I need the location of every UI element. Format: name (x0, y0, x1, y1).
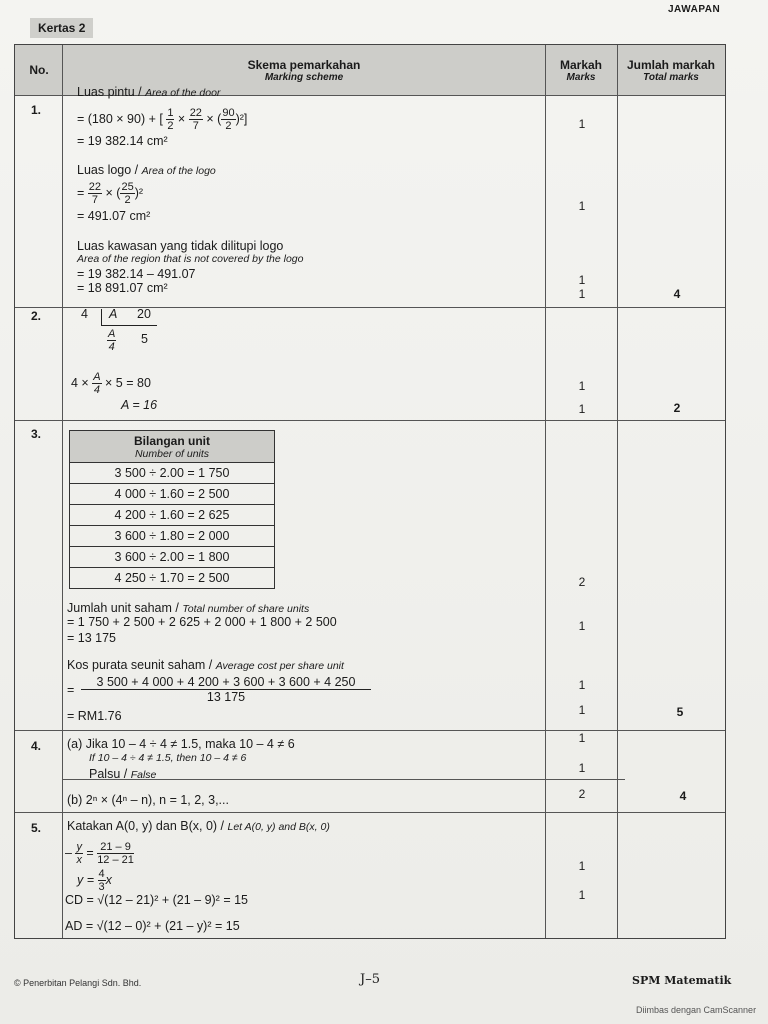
q4-total: 4 (679, 789, 687, 803)
scanner-watermark: Diimbas dengan CamScanner (636, 1005, 757, 1015)
q5-mark: 1 (578, 859, 586, 873)
q1-region-label: Luas kawasan yang tidak dilitupi logo (77, 239, 284, 253)
units-table (69, 430, 275, 589)
header-scheme: Skema pemarkahan Marking scheme (63, 45, 545, 95)
answers-heading: JAWAPAN (668, 4, 721, 15)
q5-cd-equation: CD = √(12 – 21)² + (21 – 9)² = 15 (65, 893, 248, 907)
q1-logo-result: = 491.07 cm² (77, 209, 151, 223)
q4-part-a: (a) Jika 10 – 4 ÷ 4 ≠ 1.5, maka 10 – 4 ≠ 6 (67, 737, 295, 751)
units-table-header: Bilangan unit Number of units (70, 431, 275, 463)
book-title: SPM Matematik (632, 974, 732, 987)
q2-mark: 1 (578, 379, 586, 393)
header-marks: Markah Marks (545, 45, 617, 95)
q3-average-numerator: 3 500 + 4 000 + 4 200 + 3 600 + 3 600 + 4 250 (81, 675, 371, 690)
question-number: 4. (31, 739, 42, 753)
q1-door-expression: = (180 × 90) + [ $\frac{1}{2}$ × $\frac{22}{7}$ × ( $\frac{90}{2}$ )²] (77, 107, 248, 132)
q4-mark: 2 (578, 787, 586, 801)
question-number: 2. (31, 309, 42, 323)
q3-average-label: Kos purata seunit saham / Average cost per share unit (67, 658, 344, 672)
q4-part-b: (b) 2ⁿ × (4ⁿ – n), n = 1, 2, 3,... (67, 793, 229, 807)
q3-mark: 1 (578, 678, 586, 692)
q2-quotient-5: 5 (141, 332, 148, 346)
q3-average-result: = RM1.76 (67, 709, 122, 723)
q4-part-a-en: If 10 – 4 ÷ 4 ≠ 1.5, then 10 – 4 ≠ 6 (89, 752, 247, 764)
units-table-row: 4 200 ÷ 1.60 = 2 625 (70, 505, 275, 526)
q1-door-label: Luas pintu / Area of the door (77, 85, 221, 99)
q3-total: 5 (676, 705, 684, 719)
q4-false-answer: Palsu / False (89, 767, 157, 781)
q2-equation-2: A = 16 (121, 398, 158, 412)
q1-door-result: = 19 382.14 cm² (77, 134, 168, 148)
q2-value-a: A (109, 307, 118, 321)
q4-mark: 1 (578, 761, 586, 775)
question-number: 5. (31, 821, 42, 835)
q1-region-label-en: Area of the region that is not covered by the logo (77, 253, 304, 265)
units-table-row: 3 600 ÷ 2.00 = 1 800 (70, 547, 275, 568)
q1-region-result: = 18 891.07 cm² (77, 281, 168, 295)
column-divider (62, 45, 63, 938)
q3-mark: 1 (578, 703, 586, 717)
q2-quotient-fraction: $\frac{A}{4}$ (108, 328, 116, 353)
q2-divisor: 4 (81, 307, 88, 321)
q1-mark: 1 (578, 117, 586, 131)
header-no: No. (15, 45, 63, 95)
q1-logo-label: Luas logo / Area of the logo (77, 163, 216, 177)
row-divider (15, 307, 725, 308)
q2-total: 2 (673, 401, 681, 415)
marking-scheme-table (14, 44, 726, 939)
q3-sum-result: = 13 175 (67, 631, 117, 645)
q5-gradient-equation: – $\frac{y}{x}$ = $\frac{21 - 9}{12 - 21}$ (65, 841, 134, 866)
question-number: 1. (31, 103, 42, 117)
q2-division-line (101, 325, 157, 326)
q1-total: 4 (673, 287, 681, 301)
q3-average-equals: = (67, 683, 75, 697)
q2-value-20: 20 (137, 307, 151, 321)
q5-mark: 1 (578, 888, 586, 902)
units-table-row: 4 250 ÷ 1.70 = 2 500 (70, 568, 275, 589)
q2-equation-1: 4 × $\frac{A}{4}$ × 5 = 80 (71, 371, 151, 396)
q1-mark: 1 (578, 199, 586, 213)
q1-mark: 1 (578, 287, 586, 301)
column-divider (545, 45, 546, 938)
row-divider (15, 730, 725, 731)
question-number: 3. (31, 427, 42, 441)
q3-sum-label: Jumlah unit saham / Total number of share units (67, 601, 310, 615)
q1-mark: 1 (578, 273, 586, 287)
row-divider (15, 420, 725, 421)
row-divider (15, 812, 725, 813)
q5-let-statement: Katakan A(0, y) dan B(x, 0) / Let A(0, y) and B(x, 0) (67, 819, 330, 833)
q5-ad-equation: AD = √(12 – 0)² + (21 – y)² = 15 (65, 919, 240, 933)
units-table-row: 3 600 ÷ 1.80 = 2 000 (70, 526, 275, 547)
q2-division-bar (101, 309, 102, 325)
page-number: J–5 (360, 972, 380, 987)
units-table-row: 4 000 ÷ 1.60 = 2 500 (70, 484, 275, 505)
q1-region-step: = 19 382.14 – 491.07 (77, 267, 196, 281)
q3-mark: 2 (578, 575, 586, 589)
q3-mark: 1 (578, 619, 586, 633)
publisher-copyright: © Penerbitan Pelangi Sdn. Bhd. (14, 978, 142, 988)
paper-tag: Kertas 2 (30, 18, 93, 38)
header-total: Jumlah markah Total marks (617, 45, 725, 95)
column-divider (617, 45, 618, 938)
q5-y-equation: y = $\frac{4}{3}$ x (77, 868, 112, 893)
q2-mark: 1 (578, 402, 586, 416)
q4-mark: 1 (578, 731, 586, 745)
q3-sum-step: = 1 750 + 2 500 + 2 625 + 2 000 + 1 800 + 2 500 (67, 615, 337, 629)
units-table-row: 3 500 ÷ 2.00 = 1 750 (70, 463, 275, 484)
q3-average-denominator: 13 175 (206, 690, 246, 704)
q1-logo-expression: = $\frac{22}{7}$ × ( $\frac{25}{2}$ )² (77, 181, 144, 206)
